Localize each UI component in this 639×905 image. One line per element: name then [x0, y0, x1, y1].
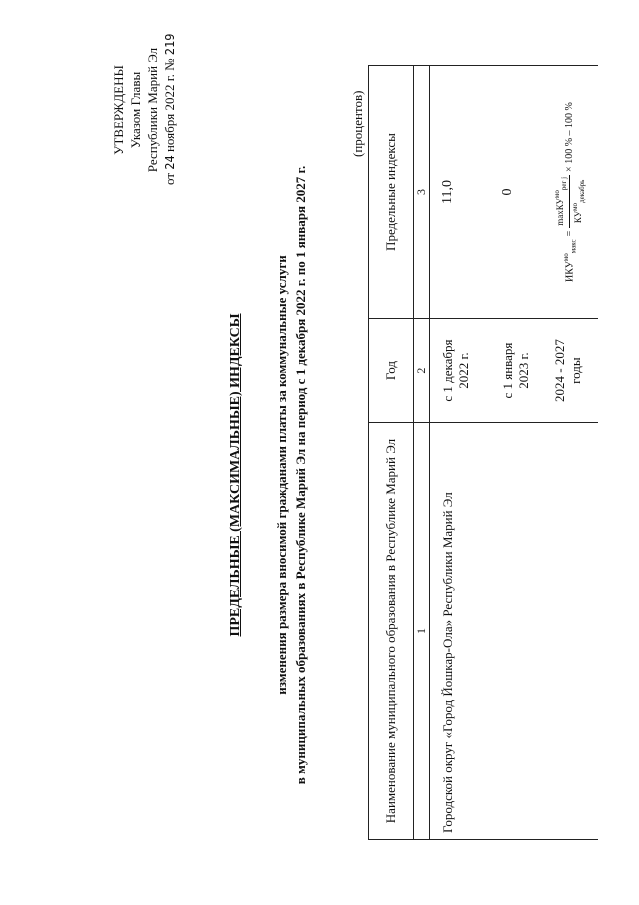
approval-line-decree: Указом Главы — [128, 71, 143, 149]
formula-tail: × 100 % – 100 % — [563, 102, 575, 172]
table-row — [430, 66, 481, 840]
formula-fraction — [552, 175, 587, 228]
approval-stamp — [110, 35, 179, 185]
year-cell-line-2: 2023 г. — [516, 352, 531, 389]
document-title-block — [228, 125, 310, 825]
column-number-1: 1 — [414, 423, 430, 840]
index-value: 0 — [480, 66, 540, 319]
formula-denominator: $КУ^{мо}_{декабрь}$ — [570, 179, 586, 224]
index-formula — [552, 102, 587, 282]
header-year: Год — [369, 319, 414, 423]
formula-numerator: maxКУ$^{мо}_{рег j}$ — [553, 176, 568, 226]
document-subtitle-1: изменения размера вносимой гражданами платы за коммунальные услуги — [274, 255, 289, 695]
approval-month-year: ноября 2022 г. № — [162, 58, 177, 153]
approval-from-label: от — [162, 172, 177, 185]
year-cell-line-1: 2024 - 2027 — [552, 339, 567, 402]
table-header-row — [369, 66, 414, 840]
formula-equals: = — [563, 230, 575, 237]
document-subtitle-2: в муниципальных образованиях в Республике Марий Эл на период с 1 декабря 2022 г. по 1 января 2027 г. — [293, 165, 308, 785]
units-note: (процентов) — [350, 90, 365, 157]
table-column-numbers-row — [414, 66, 430, 840]
index-formula-cell — [540, 66, 598, 319]
year-cell-line-1: с 1 января — [500, 342, 515, 399]
year-cell — [430, 319, 481, 423]
approval-line-approved: УТВЕРЖДЕНЫ — [111, 65, 126, 155]
year-cell — [480, 319, 540, 423]
document-title: ПРЕДЕЛЬНЫЕ (МАКСИМАЛЬНЫЕ) ИНДЕКСЫ — [228, 313, 243, 637]
approval-number: 219 — [163, 33, 177, 56]
municipality-name: Городской округ «Город Йошкар-Ола» Республики Марий Эл — [430, 423, 599, 840]
column-number-3: 3 — [414, 66, 430, 319]
approval-day: 24 — [163, 155, 177, 170]
year-cell-line-2: годы — [568, 357, 583, 384]
header-municipality: Наименование муниципального образования в Республике Марий Эл — [369, 423, 414, 840]
formula-lhs: $ИКУ^{мо}_{макс}$ — [561, 239, 577, 282]
year-cell-line-2: 2022 г. — [456, 352, 471, 389]
header-indices: Предельные индексы — [369, 66, 414, 319]
year-cell-line-1: с 1 декабря — [440, 339, 455, 402]
indices-table — [368, 65, 598, 840]
column-number-2: 2 — [414, 319, 430, 423]
approval-date-line — [161, 35, 179, 185]
year-cell — [540, 319, 598, 423]
index-value: 11,0 — [430, 66, 481, 319]
approval-line-republic: Республики Марий Эл — [145, 47, 160, 173]
